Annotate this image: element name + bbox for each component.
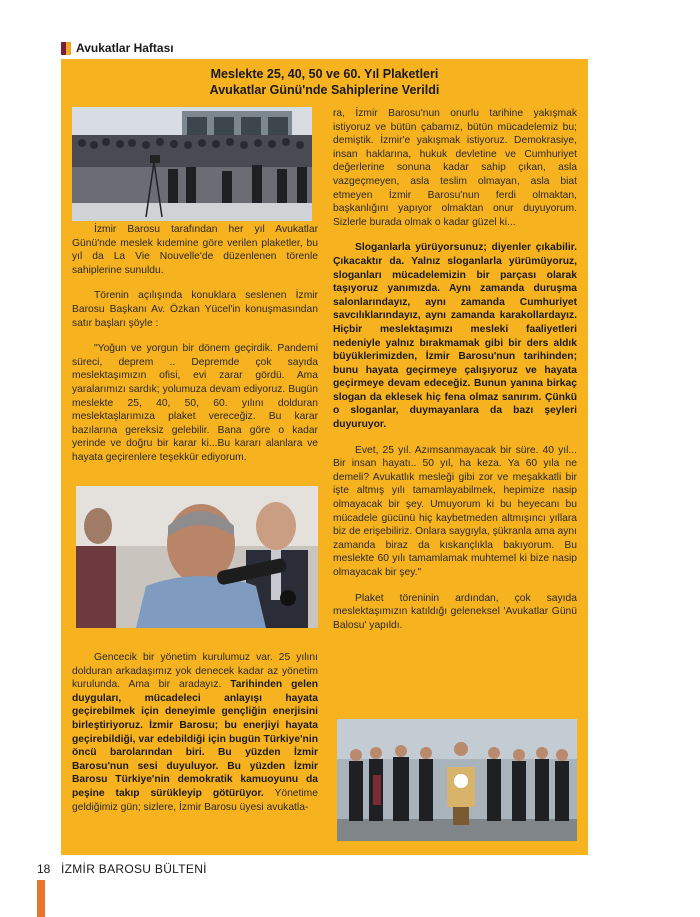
- group-photo: [337, 719, 577, 841]
- paragraph: Evet, 25 yıl. Azımsanmayacak bir süre. 40 yıl... Bir insan hayatı.. 50 yıl, ha keza. Ya 60 yıla ne demeli? Avukatlık mesleği gibi zor ve meşakkatli bir işte altmış yılı tamamlayabilmek, hepimize nasip olmayacak bir şey. Umuyorum ki bu heyecanı bu mücadele gücünü hiç kaybetmeden altmışıncı yıllara biz de erişebiliriz. Onlara saygıyla, şükranla ama aynı zamanda biraz da kıskançlıkla bakıyorum. Bu meslekte 60 yılı tamamlamak muhtemel ki bize nasip olmayacak bir şey.": [333, 444, 577, 578]
- left-column-top: [72, 223, 318, 465]
- article-title: [61, 66, 588, 98]
- paragraph: ra, İzmir Barosu'nun onurlu tarihine yakışmak istiyoruz ve bütün çabamız, bütün mücadelemiz bu; demiştik. İzmir'e yakışmak istiyoruz. Demokrasiye, insan haklarına, hukuk devletine ve Cumhuriyet değerlerine sonuna kadar sahip çıkan, asla vazgeçmeyen, asla teslim olmayan, asla biat etmeyen İzmir Barosu'nun ferdi olmaktan, başkanlığını yapıyor olmaktan onur duyuyorum. Sizlerle burada olmak o kadar güzel ki...: [333, 108, 577, 228]
- footer-accent-bar: [37, 880, 45, 917]
- article-title-line1: Meslekte 25, 40, 50 ve 60. Yıl Plaketleri: [210, 67, 439, 81]
- paragraph-bold: Sloganlarla yürüyorsunuz; diyenler çıkabilir. Çıkacaktır da. Yalnız sloganlarla yürümüyoruz, sloganları mücadelemizin bir parçası olarak taşıyoruz yanımızda. Aynı zamanda duruşma salonlarındayız, aynı zamanda Cumhuriyet savcılıklarındayız, aynı zamanda karakollardayız. Hiçbir meslektaşımızı mesleki faaliyetleri nedeniyle yalnız bırakmamak gibi bir ders aldık büyüklerimizden, İzmir Barosu'nun tarihinden; bunu hayata geçirmeye çalışıyoruz ve hayata geçirmeye devam edeceğiz. Bunun yanına birkaç slogan da eklesek hiç fena olmaz sanırım. Çünkü o sloganlar, duymayanlara da bazı şeyleri duyuruyor.: [333, 242, 577, 431]
- right-column: [333, 107, 577, 632]
- section-marker: [61, 42, 71, 55]
- left-column-bottom: [72, 651, 318, 814]
- paragraph-text: Yönetime geldiğimiz gün; sizlere, İzmir Barosu üyesi avukatla-: [72, 787, 318, 813]
- crowd-photo: [72, 107, 312, 221]
- paragraph: İzmir Barosu tarafından her yıl Avukatlar Günü'nde meslek kıdemine göre verilen plaketler, bu yıl da La Vie Nouvelle'de düzenlenen törenle sahiplerine sunuldu.: [72, 224, 318, 276]
- paragraph: Plaket töreninin ardından, çok sayıda meslektaşımızın katıldığı geleneksel 'Avukatlar Günü Balosu' yapıldı.: [333, 592, 577, 631]
- paragraph-text: Gencecik bir yönetim kurulumuz var. 25 yılını dolduran arkadaşımız yok denecek kadar az yönetim kurulunda. Ama bir aradayız.: [72, 652, 318, 691]
- page-number: 18: [37, 862, 51, 876]
- speaker-photo: [76, 486, 318, 628]
- section-title: Avukatlar Haftası: [76, 41, 174, 55]
- article-title-line2: Avukatlar Günü'nde Sahiplerine Verildi: [209, 83, 440, 97]
- paragraph: [72, 651, 318, 814]
- quote-paragraph: "Yoğun ve yorgun bir dönem geçirdik. Pandemi süreci, deprem .. Depremde çok sayıda meslektaşımızın ofisi, evi zarar gördü. Ama yaralarımızı sardık; yolumuza devam ediyoruz. Bugün meslekte 25, 40, 50, 60. yılını dolduran meslektaşlarımıza plaket vereceğiz. Bu karar bazılarına gereksiz gelebilir. Bana göre o kadar yerinde ve doğru bir karar ki...Bu kararı alanlara ve hayata geçirenlere teşekkür ediyorum.: [72, 343, 318, 463]
- paragraph-bold-text: Tarihinden gelen duyguları, mücadeleci anlayışı hayata geçirebilmek için deneyimle gençliğin enerjisini birleştiriyoruz. İzmir Barosu; bu enerjiyi hayata geçirebildiği, var edebildiği için bugün Türkiye'nin öncü barolarından biri. Bu yüzden İzmir Barosu'nun sesi duyuluyor. Bu yüzden İzmir Barosu Türkiye'nin demokratik kamuoyunu da peşine takıp sürükleyip götürüyor.: [72, 679, 318, 799]
- paragraph: Törenin açılışında konuklara seslenen İzmir Barosu Başkanı Av. Özkan Yücel'in konuşmasından satır başları şöyle :: [72, 290, 318, 329]
- publication-title: İZMİR BAROSU BÜLTENİ: [61, 862, 207, 876]
